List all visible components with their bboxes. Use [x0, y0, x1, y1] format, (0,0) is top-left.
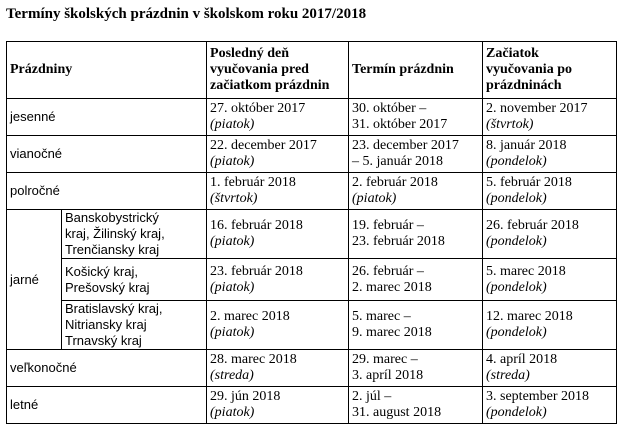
- header-start: Začiatok vyučovania po prázdninách: [483, 42, 617, 99]
- region-cell: Bratislavský kraj, Nitriansky kraj Trnavský kraj: [62, 301, 207, 350]
- start-cell: 8. január 2018 (pondelok): [483, 136, 617, 173]
- term-cell: 23. december 2017 – 5. január 2018: [349, 136, 483, 173]
- table-row: [7, 387, 617, 424]
- term-cell: 26. február – 2. marec 2018: [349, 259, 483, 301]
- start-cell: 3. september 2018 (pondelok): [483, 387, 617, 424]
- holiday-name: jesenné: [7, 99, 207, 136]
- last-day-cell: 22. december 2017 (piatok): [207, 136, 349, 173]
- region-cell: Košický kraj, Prešovský kraj: [62, 259, 207, 301]
- holiday-name: veľkonočné: [7, 350, 207, 387]
- term-cell: 30. október – 31. október 2017: [349, 99, 483, 136]
- region-cell: Banskobystrický kraj, Žilinský kraj, Trenčiansky kraj: [62, 210, 207, 259]
- holiday-name: letné: [7, 387, 207, 424]
- last-day-cell: 29. jún 2018 (piatok): [207, 387, 349, 424]
- holiday-name: vianočné: [7, 136, 207, 173]
- start-cell: 4. apríl 2018 (streda): [483, 350, 617, 387]
- header-row: [7, 42, 617, 99]
- holiday-name: jarné: [7, 210, 62, 350]
- table-row: [7, 99, 617, 136]
- term-cell: 2. júl – 31. august 2018: [349, 387, 483, 424]
- table-row: [7, 350, 617, 387]
- term-cell: 19. február – 23. február 2018: [349, 210, 483, 259]
- header-holiday: Prázdniny: [7, 42, 207, 99]
- start-cell: 2. november 2017 (štvrtok): [483, 99, 617, 136]
- start-cell: 12. marec 2018 (pondelok): [483, 301, 617, 350]
- start-cell: 26. február 2018 (pondelok): [483, 210, 617, 259]
- last-day-cell: 28. marec 2018 (streda): [207, 350, 349, 387]
- last-day-cell: 2. marec 2018 (piatok): [207, 301, 349, 350]
- table-row: [7, 259, 617, 301]
- holiday-name: polročné: [7, 173, 207, 210]
- term-cell: 29. marec – 3. apríl 2018: [349, 350, 483, 387]
- start-cell: 5. marec 2018 (pondelok): [483, 259, 617, 301]
- last-day-cell: 23. február 2018 (piatok): [207, 259, 349, 301]
- term-cell: 5. marec – 9. marec 2018: [349, 301, 483, 350]
- last-day-cell: 16. február 2018 (piatok): [207, 210, 349, 259]
- start-cell: 5. február 2018 (pondelok): [483, 173, 617, 210]
- term-cell: 2. február 2018 (piatok): [349, 173, 483, 210]
- last-day-cell: 1. február 2018 (štvrtok): [207, 173, 349, 210]
- holiday-schedule-table: [6, 41, 617, 424]
- header-term: Termín prázdnin: [349, 42, 483, 99]
- page-title: Termíny školských prázdnin v školskom roku 2017/2018: [6, 6, 367, 22]
- table-row: [7, 173, 617, 210]
- table-row: [7, 301, 617, 350]
- header-last-day: Posledný deň vyučovania pred začiatkom prázdnin: [207, 42, 349, 99]
- table-row: [7, 210, 617, 259]
- last-day-cell: 27. október 2017 (piatok): [207, 99, 349, 136]
- table-row: [7, 136, 617, 173]
